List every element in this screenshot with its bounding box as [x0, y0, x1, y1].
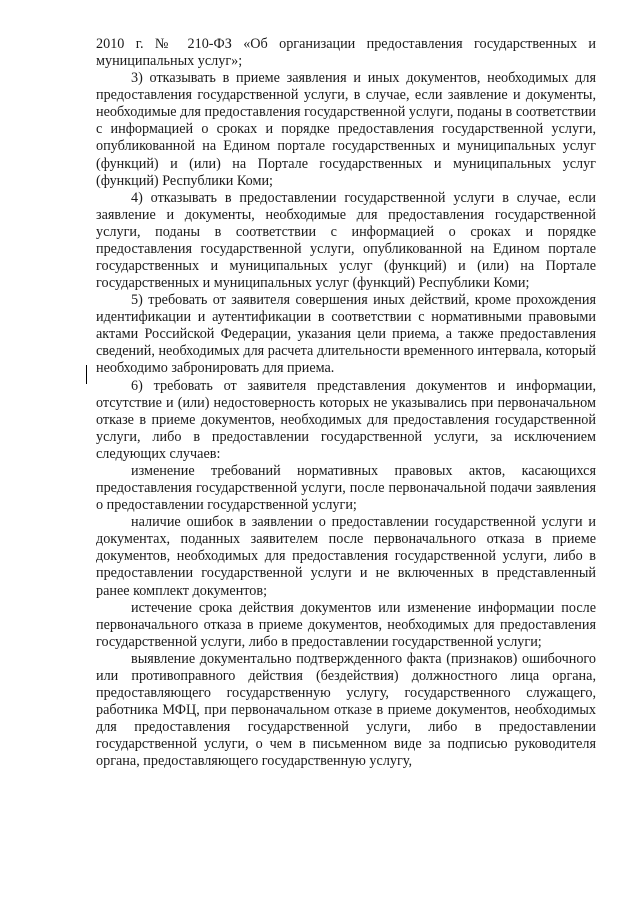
paragraph-exception-1: изменение требований нормативных правовых актов, касающихся предоставления государственной услуги, после первоначальной подачи заявления о предоставлении государственной услуги; — [96, 462, 596, 514]
paragraph-exception-4: выявление документально подтвержденного факта (признаков) ошибочного или противоправного действия (бездействия) должностного лица органа, предоставляющего государственную услугу, государственного служащего, работника МФЦ, при первоначальном отказе в приеме документов, необходимых для предоставления государственной услуги, либо в предоставлении государственной услуги, о чем в письменном виде за подписью руководителя органа, предоставляющего государственную услугу, — [96, 650, 596, 770]
paragraph-law-reference: 2010 г. № 210-ФЗ «Об организации предоставления государственных и муниципальных услуг»; — [96, 36, 596, 70]
paragraph-exception-2: наличие ошибок в заявлении о предоставлении государственной услуги и документах, поданных заявителем после первоначального отказа в приеме документов, необходимых для предоставления государственной услуги, либо в предоставлении государственной услуги и не включенных в представленный ранее комплект документов; — [96, 514, 596, 599]
paragraph-item-5: 5) требовать от заявителя совершения иных действий, кроме прохождения идентификации и аутентификации в соответствии с нормативными правовыми актами Российской Федерации, указания цели приема, а также предоставления сведений, необходимых для расчета длительности временного интервала, который необходимо забронировать для приема. — [96, 292, 596, 377]
paragraph-item-3: 3) отказывать в приеме заявления и иных документов, необходимых для предоставления государственной услуги, в случае, если заявление и документы, необходимые для предоставления государственной услуги, поданы в соответствии с информацией о сроках и порядке предоставления государственной услуги, опубликованной на Едином портале государственных и муниципальных услуг (функций) и (или) на Портале государственных и муниципальных услуг (функций) Республики Коми; — [96, 70, 596, 189]
margin-change-bar — [86, 365, 87, 384]
document-body — [96, 36, 596, 770]
paragraph-item-4: 4) отказывать в предоставлении государственной услуги в случае, если заявление и документы, необходимые для предоставления государственной услуги, поданы в соответствии с информацией о сроках и порядке предоставления государственной услуги, опубликованной на Едином портале государственных и муниципальных услуг (функций) и (или) на Портале государственных и муниципальных услуг (функций) Республики Коми; — [96, 189, 596, 292]
paragraph-exception-3: истечение срока действия документов или изменение информации после первоначального отказа в приеме документов, необходимых для предоставления государственной услуги, либо в предоставлении государственной услуги; — [96, 599, 596, 650]
paragraph-item-6: 6) требовать от заявителя представления документов и информации, отсутствие и (или) недостоверность которых не указывались при первоначальном отказе в приеме документов, необходимых для предоставления государственной услуги, либо в предоставлении государственной услуги, за исключением следующих случаев: — [96, 377, 596, 462]
